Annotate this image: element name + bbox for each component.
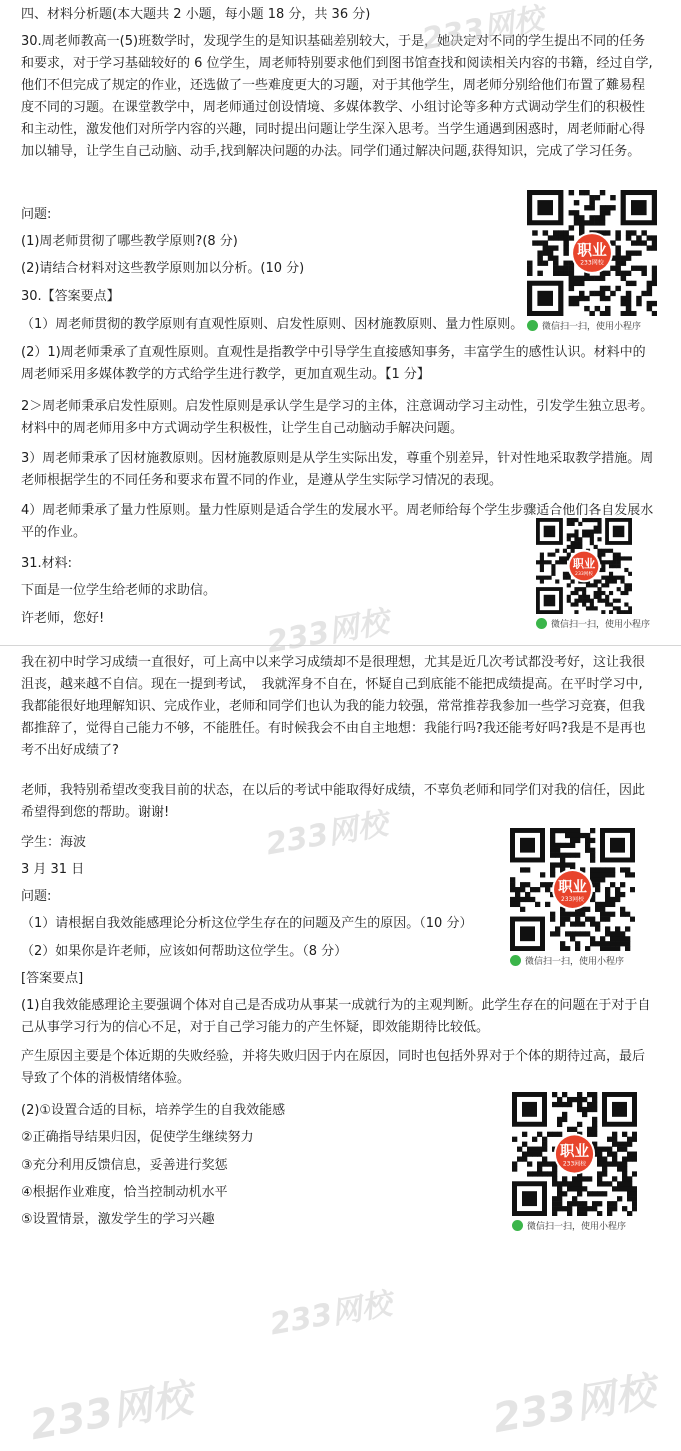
- qr-code-image: [536, 518, 632, 614]
- qr-code-block: [512, 1092, 637, 1232]
- q31-answer-2-2: ②正确指导结果归因，促使学生继续努力: [21, 1130, 254, 1145]
- qr-caption-text: 微信扫一扫，使用小程序: [527, 1222, 627, 1232]
- qr-caption: [512, 1219, 637, 1232]
- watermark: 233网校: [263, 806, 391, 863]
- q31-answer-2-4: ④根据作业难度，恰当控制动机水平: [21, 1185, 228, 1200]
- q31-answer-2-5: ⑤设置情景，激发学生的学习兴趣: [21, 1212, 215, 1227]
- q31-question-1: （1）请根据自我效能感理论分析这位学生存在的问题及产生的原因。（10 分）: [21, 916, 473, 931]
- svg-text:233网校: 233网校: [562, 1160, 587, 1168]
- wechat-icon: [536, 618, 547, 629]
- qr-caption-text: 微信扫一扫，使用小程序: [542, 322, 642, 332]
- svg-text:233网校: 233网校: [560, 896, 585, 903]
- qr-code-image: [512, 1092, 637, 1216]
- q30-answer-2-2: 2＞周老师秉承启发性原则。启发性原则是承认学生是学习的主体，注意调动学习主动性，引发学生独立思考。材料中的周老师用多中方式调动学生积极性，让学生自己动脑动手解决问题。: [21, 399, 654, 436]
- watermark: 233网校: [267, 1286, 395, 1343]
- q30-question-2: (2)请结合材料对这些教学原则加以分析。(10 分): [21, 261, 305, 276]
- qr-code-image: [527, 190, 657, 316]
- page-divider: [0, 645, 681, 646]
- qr-code-block: [527, 190, 657, 332]
- q31-date: 3 月 31 日: [21, 862, 85, 877]
- q30-answer-1: （1）周老师贯彻的教学原则有直观性原则、启发性原则、因材施教原则、量力性原则。: [21, 317, 524, 332]
- q30-answer-2-3: 3）周老师秉承了因材施教原则。因材施教原则是从学生实际出发，尊重个别差异，针对性地采取教学措施。周老师根据学生的不同任务和要求布置不同的作业，是遵从学生实际学习情况的表现。: [21, 451, 654, 488]
- q31-signature: 学生：海波: [21, 835, 87, 850]
- qr-code-image: [510, 828, 635, 951]
- q31-answer-2-1: (2)①设置合适的目标，培养学生的自我效能感: [21, 1103, 286, 1118]
- q31-answer-1: (1)自我效能感理论主要强调个体对自己是否成功从事某一成就行为的主观判断。此学生存在的问题在于对于自己从事学习行为的信心不足，对于自己学习能力的产生怀疑，即效能期待比较低。: [21, 998, 651, 1035]
- q31-letter-p2: 老师，我特别希望改变我目前的状态，在以后的考试中能取得好成绩，不辜负老师和同学们对我的信任，因此希望得到您的帮助。谢谢!: [21, 783, 646, 820]
- q30-answer-label: 30.【答案要点】: [21, 289, 120, 304]
- qr-caption: [536, 617, 650, 630]
- q31-salutation: 许老师，您好!: [21, 611, 105, 626]
- qr-caption-text: 微信扫一扫，使用小程序: [525, 957, 625, 967]
- svg-text:职业: 职业: [572, 557, 596, 571]
- watermark: 233网校: [419, 1, 547, 58]
- qr-code-block: [536, 518, 650, 630]
- qr-caption: [527, 319, 657, 332]
- wechat-icon: [510, 955, 521, 966]
- svg-text:职业: 职业: [577, 241, 607, 259]
- watermark: 233网校: [489, 1368, 659, 1443]
- q30-stem: 30.周老师教高一(5)班数学时，发现学生的是知识基础差别较大，于是，她决定对不同的学生提出不同的任务和要求，对于学习基础较好的 6 位学生，周老师特别要求他们到图书馆查找和阅读相关内容的书籍，经过自学,他们不但完成了规定的作业，还选做了一些难度更大的习题，对于其他学生，周老师分别给他们布置了難易程度不同的习题。在课堂教学中，周老师通过创设情境、多媒体教学、小组讨论等多种方式调动学生们的积极性和主动性，激发他们对所学内容的兴趣，同时提出问题让学生深入思考。当学生通遇到困惑时，周老师耐心得加以辅导，让学生自己动脑、动手,找到解决问题的办法。同学们通过解决问题,获得知识，完成了学习任务。: [21, 34, 653, 159]
- svg-text:职业: 职业: [558, 879, 587, 896]
- q31-label: 31.材料:: [21, 556, 73, 571]
- watermark: 233网校: [264, 604, 392, 661]
- qr-code-block: [510, 828, 635, 967]
- q31-answer-label: [答案要点]: [21, 971, 84, 986]
- q30-answer-2-4: 4）周老师秉承了量力性原则。量力性原则是适合学生的发展水平。周老师给每个学生步骤适合他们各自发展水平的作业。: [21, 503, 654, 540]
- q31-letter-p1: 我在初中时学习成绩一直很好，可上高中以来学习成绩却不是很理想，尤其是近几次考试都没考好，这让我很沮丧，越来越不自信。现在一提到考试， 我就浑身不自在，怀疑自己到底能不能把成绩提高。在平时学习中,我都能很好地理解知识、完成作业，老师和同学们也认为我的能力较强，常常推荐我参加一些学习竞赛，但我都推辞了，觉得自己能力不够，不能胜任。有时候我会不由自主地想：我能行吗?我还能考好吗?我是不是再也考不出好成绩了?: [21, 655, 646, 758]
- q31-question-2: （2）如果你是许老师，应该如何帮助这位学生。（8 分）: [21, 944, 348, 959]
- qr-caption-text: 微信扫一扫，使用小程序: [551, 620, 651, 630]
- wechat-icon: [512, 1220, 523, 1231]
- q31-intro: 下面是一位学生给老师的求助信。: [21, 583, 217, 598]
- svg-text:233网校: 233网校: [580, 259, 604, 267]
- watermark: 233网校: [26, 1375, 196, 1450]
- q31-answer-2-3: ③充分利用反馈信息，妥善进行奖惩: [21, 1158, 228, 1173]
- q31-answer-cause: 产生原因主要是个体近期的失败经验，并将失败归因于内在原因，同时也包括外界对于个体的期待过高，最后导致了个体的消极情绪体验。: [21, 1049, 646, 1086]
- section-heading: 四、材料分析题(本大题共 2 小题，每小题 18 分，共 36 分): [21, 7, 371, 22]
- qr-caption: [510, 954, 635, 967]
- q30-answer-2-1: (2）1)周老师秉承了直观性原则。直观性是指教学中引导学生直接感知事务，丰富学生的感性认识。材料中的周老师采用多媒体教学的方式给学生进行教学，更加直观生动。【1 分】: [21, 345, 646, 382]
- q31-question-label: 问题:: [21, 889, 52, 904]
- svg-text:职业: 职业: [560, 1143, 589, 1160]
- q30-question-1: (1)周老师贯彻了哪些教学原则?(8 分): [21, 234, 238, 249]
- svg-text:233网校: 233网校: [575, 571, 593, 577]
- wechat-icon: [527, 320, 538, 331]
- q30-question-label: 问题:: [21, 207, 52, 222]
